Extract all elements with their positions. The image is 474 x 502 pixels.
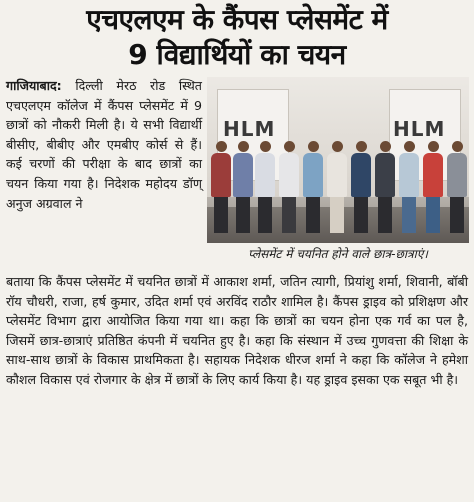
- news-photo: [207, 77, 469, 243]
- article-text-intro: दिल्ली मेरठ रोड स्थित एचएलएम कॉलेज में कैंपस प्लेसमेंट में 9 छात्रों को नौकरी मिली है। ये सभी विद्यार्थी बीसीए, बीबीए और एमबीए कोर्स से हैं। कई चरणों की परीक्षा के बाद छात्रों का चयन किया गया है। निदेशक महोदय डॉण् अनुज अग्रवाल ने: [6, 78, 202, 211]
- photo-person: [327, 141, 347, 233]
- photo-caption: प्लेसमेंट में चयनित होने वाले छात्र-छात्राएं।: [248, 247, 428, 261]
- photo-person: [423, 141, 443, 233]
- photo-person: [399, 141, 419, 233]
- photo-person: [255, 141, 275, 233]
- headline: [0, 2, 474, 72]
- headline-line-2: 9 विद्यार्थियों का चयन: [128, 38, 346, 71]
- photo-person: [375, 141, 395, 233]
- article-paragraph-intro: [6, 76, 202, 213]
- article-paragraph-body: बताया कि कैंपस प्लेसमेंट में चयनित छात्रों में आकाश शर्मा, जतिन त्यागी, प्रियांशु शर्मा, शिवानी, बॉबी रॉय चौधरी, राजा, हर्ष कुमार, उदित शर्मा एवं अरविंद राठौर शामिल है। कैंपस ड्राइव को प्रशिक्षण और प्लेसमेंट विभाग द्वारा आयोजित किया गया था। कहा कि छात्रों का चयन होना एक गर्व का पल है, जिसमें छात्र-छात्राएं प्रतिष्ठित कंपनी में चयनित हुए है। कहा कि संस्थान में उच्च गुणवत्ता की शिक्षा के साथ-साथ छात्रों के विकास प्राथमिकता है। सहायक निदेशक धीरज शर्मा ने कहा कि कॉलेज ने हमेशा कौशल विकास एवं रोजगार के क्षेत्र में छात्रों के लिए कार्य किया है। यह ड्राइव इसका एक सबूत भी है।: [6, 274, 468, 387]
- photo-brand-right: HLM: [393, 117, 446, 141]
- photo-brand-left: HLM: [223, 117, 276, 141]
- photo-person: [211, 141, 231, 233]
- headline-line-1: एचएलएम के कैंपस प्लेसमेंट में: [86, 3, 388, 36]
- photo-person: [279, 141, 299, 233]
- photo-person: [233, 141, 253, 233]
- photo-person: [303, 141, 323, 233]
- photo-person: [351, 141, 371, 233]
- photo-person: [447, 141, 467, 233]
- dateline: गाजियाबाद:: [6, 78, 62, 93]
